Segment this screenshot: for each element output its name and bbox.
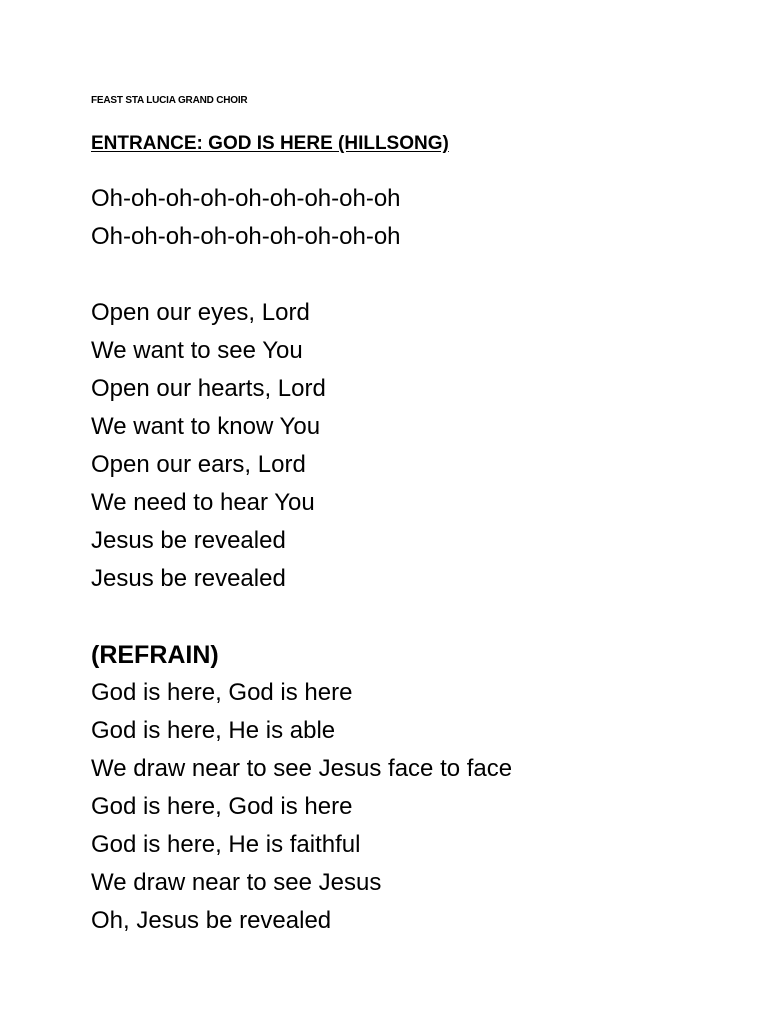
refrain-label: (REFRAIN)	[91, 641, 219, 669]
refrain-line: God is here, God is here	[91, 679, 353, 706]
verse-line: We need to hear You	[91, 489, 315, 516]
intro-line: Oh-oh-oh-oh-oh-oh-oh-oh-oh	[91, 223, 401, 250]
verse-line: We want to see You	[91, 337, 303, 364]
lyrics-body	[91, 180, 512, 940]
song-title: ENTRANCE: GOD IS HERE (HILLSONG)	[91, 133, 449, 154]
stanza-break	[91, 256, 512, 294]
verse-line: Open our eyes, Lord	[91, 299, 310, 326]
verse-line: We want to know You	[91, 413, 321, 440]
refrain-line: God is here, He is faithful	[91, 831, 361, 858]
verse-line: Open our ears, Lord	[91, 451, 306, 478]
verse-line: Jesus be revealed	[91, 565, 286, 592]
refrain-line: God is here, God is here	[91, 793, 353, 820]
stanza-break	[91, 598, 512, 636]
refrain-line: We draw near to see Jesus	[91, 869, 382, 896]
verse-line: Jesus be revealed	[91, 527, 286, 554]
choir-header: FEAST STA LUCIA GRAND CHOIR	[91, 95, 248, 106]
verse-line: Open our hearts, Lord	[91, 375, 326, 402]
refrain-line: We draw near to see Jesus face to face	[91, 755, 513, 782]
refrain-line: Oh, Jesus be revealed	[91, 907, 332, 934]
refrain-line: God is here, He is able	[91, 717, 336, 744]
intro-line: Oh-oh-oh-oh-oh-oh-oh-oh-oh	[91, 185, 401, 212]
